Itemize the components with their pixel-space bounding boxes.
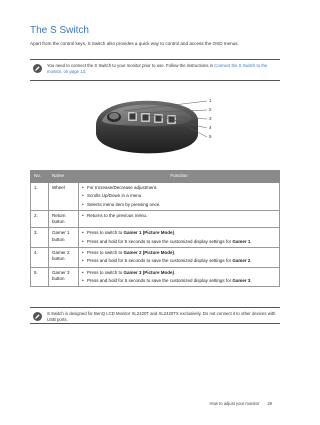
page-footer	[0, 401, 272, 406]
function-item	[82, 278, 276, 284]
function-text-segment: Selects menu item by pressing once.	[87, 201, 161, 207]
function-item	[82, 193, 276, 199]
bullet-icon: •	[82, 230, 84, 236]
bullet-icon: •	[82, 193, 84, 199]
pencil-note-icon	[33, 64, 42, 73]
function-item	[82, 250, 276, 256]
bullet-icon: •	[82, 238, 84, 244]
callout-5: 5	[209, 134, 212, 139]
function-text-segment: Press and hold for 5 seconds to save the customized display settings for	[87, 258, 233, 264]
row-function-list	[79, 228, 280, 248]
row-number: 4.	[31, 248, 49, 268]
row-number: 2.	[31, 210, 49, 228]
row-number: 1.	[31, 183, 49, 211]
bullet-icon: •	[82, 212, 84, 218]
note-text: S Switch is designed for BenQ LCD Monitor XL2420T and XL2420TX exclusively. Do not connect it to other devices with USB ports.	[47, 311, 276, 323]
function-text-segment: Scrolls Up/Down in a menu.	[87, 193, 143, 199]
row-control-name: Wheel	[49, 183, 79, 211]
page-title: The S Switch	[30, 25, 89, 36]
function-text	[87, 202, 161, 208]
note-text: You need to connect the S Switch to your monitor prior to use. Follow the instructions in	[47, 63, 215, 68]
table-row	[31, 228, 280, 248]
table-row	[31, 210, 280, 228]
function-text-bold: Gamer 1 (Picture Mode)	[123, 230, 175, 236]
function-text-bold: Gamer 3 (Picture Mode)	[123, 269, 175, 275]
pencil-note-icon	[33, 312, 42, 321]
row-control-name: Gamer 3 button	[49, 267, 79, 287]
function-item	[82, 213, 276, 219]
intro-paragraph: Apart from the control keys, S Switch also provides a quick way to control and access the OSD menus.	[30, 41, 239, 46]
function-text-segment: .	[174, 250, 176, 256]
callout-1: 1	[209, 98, 212, 103]
s-switch-drawing	[86, 95, 226, 157]
function-text-segment: .	[250, 238, 252, 244]
column-header-name: Name	[49, 171, 79, 183]
function-text-segment: .	[250, 277, 252, 283]
function-item	[82, 258, 276, 264]
row-number: 5.	[31, 267, 49, 287]
function-text-segment: .	[174, 269, 176, 275]
bullet-icon: •	[82, 269, 84, 275]
function-text	[87, 239, 252, 245]
function-text-segment: Press to switch to	[87, 250, 124, 256]
function-item	[82, 202, 276, 208]
callout-4: 4	[209, 125, 212, 130]
function-text-segment: Press to switch to	[87, 230, 124, 236]
row-control-name: Return button	[49, 210, 79, 228]
row-number: 3.	[31, 228, 49, 248]
function-text-segment: Press and hold for 5 seconds to save the customized display settings for	[87, 238, 233, 244]
function-text	[87, 213, 147, 219]
callout-3: 3	[209, 116, 212, 121]
function-text-bold: Gamer 3	[232, 277, 251, 283]
table-header-row	[31, 171, 280, 183]
table-row	[31, 248, 280, 268]
s-switch-illustration	[86, 95, 226, 157]
footer-section-title: How to adjust your monitor	[209, 401, 260, 406]
page-number: 29	[267, 401, 272, 406]
bullet-icon: •	[82, 250, 84, 256]
connect-s-switch-link[interactable]: Connect the S Switch to the monitor. on page 13.	[47, 63, 268, 75]
function-text-segment: Press and hold for 5 seconds to save the customized display settings for	[87, 277, 233, 283]
note-connect-s-switch	[30, 59, 280, 81]
function-text-segment: Returns to the previous menu.	[87, 212, 148, 218]
function-text	[87, 250, 175, 256]
function-item	[82, 270, 276, 276]
function-text-bold: Gamer 1	[232, 238, 251, 244]
function-text	[87, 270, 175, 276]
callout-2: 2	[209, 107, 212, 112]
column-header-no: No.	[31, 171, 49, 183]
function-text	[87, 258, 252, 264]
row-function-list	[79, 248, 280, 268]
function-item	[82, 239, 276, 245]
function-text-segment: Press to switch to	[87, 269, 124, 275]
row-control-name: Gamer 1 button	[49, 228, 79, 248]
row-function-list	[79, 267, 280, 287]
table-row	[31, 183, 280, 211]
function-text-bold: Gamer 2 (Picture Mode)	[123, 250, 175, 256]
row-function-list	[79, 183, 280, 211]
function-text	[87, 185, 157, 191]
function-text	[87, 278, 252, 284]
note-compatibility	[30, 307, 280, 324]
bullet-icon: •	[82, 258, 84, 264]
function-text-bold: Gamer 2	[232, 258, 251, 264]
s-switch-function-table	[30, 170, 280, 287]
function-text	[87, 230, 175, 236]
function-item	[82, 230, 276, 236]
row-function-list	[79, 210, 280, 228]
column-header-function: Function	[79, 171, 280, 183]
function-text-segment: .	[250, 258, 252, 264]
table-row	[31, 267, 280, 287]
function-text-segment: .	[174, 230, 176, 236]
function-text-segment: For Increase/Decrease adjustment.	[87, 185, 158, 190]
row-control-name: Gamer 2 button	[49, 248, 79, 268]
function-item	[82, 185, 276, 191]
function-text	[87, 193, 143, 199]
bullet-icon: •	[82, 277, 84, 283]
bullet-icon: •	[82, 185, 84, 190]
bullet-icon: •	[82, 201, 84, 207]
